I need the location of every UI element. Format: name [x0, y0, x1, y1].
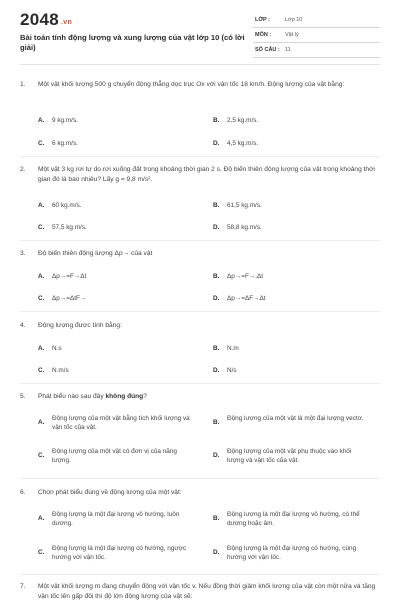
option-letter: B. [213, 117, 220, 124]
question-number: 6. [20, 489, 26, 496]
question-stem [20, 392, 380, 402]
question-4 [20, 321, 380, 331]
option-letter: D. [213, 549, 220, 556]
option-text: Động lượng là một đại lượng có hướng, ngược hướng với vận tốc. [52, 545, 187, 561]
logo-text: 2048 [20, 10, 60, 29]
option-letter: D. [213, 452, 220, 459]
option-text: 61,5 kg.m/s. [227, 202, 262, 209]
option-letter: B. [213, 202, 220, 209]
option-text: Động lượng là một đại lượng có hướng, cùng hướng với vận tốc. [227, 545, 357, 561]
meta-count [253, 44, 380, 58]
option-text: N.m/s [52, 367, 69, 374]
question-stem [20, 249, 380, 259]
question-emphasis: không đúng [105, 393, 144, 400]
question-6 [20, 488, 380, 498]
meta-key: MÔN : [255, 32, 272, 38]
option-letter: A. [38, 273, 45, 280]
option-text: 58,8 kg.m/s. [227, 224, 262, 231]
option-text: 60 kg.m/s. [52, 202, 82, 209]
logo-suffix: .vn [61, 19, 73, 26]
option-letter: C. [38, 367, 45, 374]
option-letter: C. [38, 140, 45, 147]
option-letter: D. [213, 295, 220, 302]
question-3 [20, 249, 380, 259]
option-text: N.s [52, 345, 62, 352]
meta-key: LỚP : [255, 17, 270, 23]
meta-value: 11 [285, 47, 291, 53]
question-5 [20, 392, 380, 402]
question-number: 5. [20, 393, 26, 400]
option-letter: D. [213, 224, 220, 231]
option-text: 4,5 kg.m/s. [227, 140, 259, 147]
question-number: 4. [20, 322, 26, 329]
question-text: Một vật khối lượng 500 g chuyển động thẳng dọc trục Ox với vận tốc 18 km/h. Động lượng của vật bằng: [38, 81, 345, 88]
option-letter: D. [213, 140, 220, 147]
question-divider [20, 383, 380, 384]
option-text: Động lượng là một đại lượng vô hướng, luôn dương. [52, 511, 180, 527]
option-letter: A. [38, 515, 45, 522]
option-letter: B. [213, 345, 220, 352]
option-letter: B. [213, 515, 220, 522]
question-text-part: ? [143, 393, 147, 400]
option-text: Δp→=F→.Δt [227, 273, 264, 280]
option-letter: C. [38, 295, 45, 302]
question-text-part: Phát biểu nào sau đây [38, 393, 106, 400]
page-title: Bài toán tính động lượng và xung lượng của vật lớp 10 (có lời giải) [20, 33, 245, 52]
option-letter: B. [213, 419, 220, 426]
question-number: 7. [20, 583, 26, 590]
header-divider [20, 64, 380, 65]
option-text: Δp→=ΔF→Δt [227, 295, 266, 302]
question-7 [20, 582, 380, 602]
option-text: Δp→=ΔtF→ [52, 295, 87, 302]
option-letter: C. [38, 549, 45, 556]
option-text: Động lượng là một đại lượng vô hướng, có thể dương hoặc âm. [227, 511, 360, 527]
option-text: Động lượng của một vật là một đại lượng vectơ. [227, 415, 364, 422]
option-letter: B. [213, 273, 220, 280]
option-text: 57,5 kg.m/s. [52, 224, 87, 231]
question-text [38, 393, 147, 400]
meta-class [253, 14, 380, 28]
question-divider [20, 311, 380, 312]
meta-value: Lớp 10 [285, 17, 303, 23]
option-letter: C. [38, 224, 45, 231]
option-text: 2,5 kg.m/s. [227, 117, 259, 124]
option-letter: A. [38, 419, 45, 426]
option-text: 6 kg.m/s. [52, 140, 78, 147]
question-divider [20, 478, 380, 479]
question-1 [20, 80, 380, 90]
question-2 [20, 165, 380, 185]
option-text: 9 kg.m/s. [52, 117, 78, 124]
option-text: Δp→=F→Δt [52, 273, 87, 280]
option-letter: D. [213, 367, 220, 374]
option-text: Động lượng của một vật có đơn vị của năng lượng. [52, 448, 177, 464]
question-text: Chọn phát biểu đúng về động lượng của một vật: [38, 489, 182, 496]
option-letter: A. [38, 202, 45, 209]
option-text: N.m [227, 345, 239, 352]
meta-value: Vật lý [285, 32, 299, 38]
option-letter: A. [38, 117, 45, 124]
meta-subject [253, 29, 380, 43]
option-letter: C. [38, 452, 45, 459]
question-divider [20, 156, 380, 157]
option-text: Động lượng của một vật phụ thuộc vào khối lượng và vận tốc của vật. [227, 448, 352, 464]
question-number: 3. [20, 250, 26, 257]
question-stem [20, 582, 380, 602]
option-text: N/s [227, 367, 237, 374]
question-divider [20, 574, 380, 575]
question-text: Một vật 3 kg rơi tự do rơi xuống đất trong khoảng thời gian 2 s. Độ biến thiên động lượng của vật trong khoảng thời gian đó là bao nhiêu? Lấy g = 9,8 m/s². [38, 166, 375, 183]
question-number: 1. [20, 81, 26, 88]
question-text: Động lượng được tính bằng: [38, 322, 122, 329]
meta-key: SỐ CÂU : [255, 47, 280, 53]
option-text: Động lượng của một vật bằng tích khối lượng và vận tốc của vật. [52, 415, 190, 431]
question-text: Một vật khối lượng m đang chuyển động với vận tốc v. Nếu đồng thời giảm khối lượng của vật còn một nửa và tăng vận tốc lên gấp đôi thì độ lớn động lượng của vật sẽ: [38, 583, 376, 600]
question-number: 2. [20, 166, 26, 173]
option-letter: A. [38, 345, 45, 352]
question-divider [20, 240, 380, 241]
question-stem [20, 80, 380, 90]
question-text: Độ biến thiên động lượng Δp→ của vật [38, 250, 153, 257]
question-stem [20, 165, 380, 185]
question-stem [20, 321, 380, 331]
question-stem [20, 488, 380, 498]
site-logo[interactable] [20, 10, 72, 30]
